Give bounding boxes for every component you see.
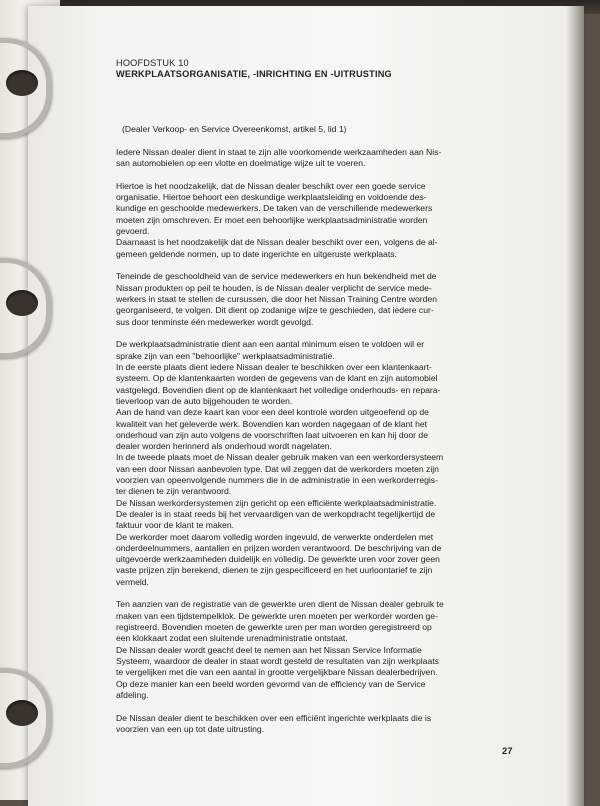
page-content (116, 58, 516, 747)
text-line: dealer worden herinnerd als onderhoud wordt nagelaten. (116, 441, 332, 452)
text-line: gevoerd. (116, 226, 150, 237)
text-line: Ten aanzien van de registratie van de gewerkte uren dient de Nissan dealer gebruik te (116, 599, 444, 610)
text-line: faktuur voor de klant te maken. (116, 520, 234, 531)
text-line: tieverloop van de auto bijgehouden te worden. (116, 395, 293, 406)
text-line: kwaliteit van het geleverde werk. Bovendien kan worden nagegaan of de klant het (116, 418, 428, 429)
text-line: De dealer is in staat reeds bij het vervaardigen van de werkopdracht tegelijkertijd de (116, 508, 436, 519)
text-line: systeem. Op de klantenkaarten worden de gegevens van de klant en zijn automobiel (116, 373, 438, 384)
text-line: Aan de hand van deze kaart kan voor een deel kontrole worden uitgeoefend op de (116, 407, 429, 418)
text-line: organisatie. Hiertoe behoort een deskundige werkplaatsleiding en voldoende des- (116, 192, 427, 203)
paragraph (116, 271, 516, 327)
text-line: onderdeelnummers, aantallen en prijzen worden verantwoord. De beschrijving van de (116, 542, 442, 553)
text-line: vermeld. (116, 576, 149, 587)
text-line: Iedere Nissan dealer dient in staat te zijn alle voorkomende werkzaamheden aan Nis- (116, 146, 442, 157)
text-line: kundige en geschoolde medewerkers. De taken van de verschillende medewerkers (116, 203, 433, 214)
text-line: Nissan produkten op peil te houden, is de Nissan dealer verplicht de service mede- (116, 282, 432, 293)
text-line: ter dienen te zijn verantwoord. (116, 486, 232, 497)
body-text (116, 147, 516, 735)
text-line: vaste prijzen zijn berekend, dienen te zijn gespecificeerd en het uurloontarief te zijn (116, 565, 433, 576)
text-line: De Nissan dealer wordt geacht deel te nemen aan het Nissan Service Informatie (116, 644, 422, 655)
page-shadow (566, 6, 584, 806)
text-line: uitgevoerde werkzaamheden duidelijk en volledig. De gewerkte uren voor zover geen (116, 554, 440, 565)
text-line: werkers in staat te stellen de cursussen, die door het Nissan Training Centre worden (116, 294, 437, 305)
text-line: In de tweede plaats moet de Nissan dealer gebruik maken van een werkordersysteem (116, 452, 444, 463)
text-line: gemeen geldende normen, up to date ingerichte en uitgeruste werkplaats. (116, 248, 397, 259)
text-line: sus door tenminste één medewerker wordt gevolgd. (116, 316, 314, 327)
text-line: voorzien van opeenvolgende nummers die in de administratie in een werkorderregis- (116, 475, 438, 486)
paragraph (116, 147, 516, 170)
text-line: afdeling. (116, 689, 149, 700)
text-line: Daarnaast is het noodzakelijk dat de Nissan dealer beschikt over een, volgens de al- (116, 237, 438, 248)
text-line: van een door Nissan aanbevolen type. Dat wil zeggen dat de werkorders moeten zijn (116, 463, 439, 474)
paragraph (116, 339, 516, 588)
text-line: voorzien van een up tot date uitrusting. (116, 723, 265, 734)
text-line: onderhoud van zijn auto volgens de voorschriften laat uitvoeren en kan hij door de (116, 429, 428, 440)
page-number: 27 (502, 746, 513, 757)
paragraph (116, 181, 516, 260)
text-line: te vergelijken met die van een aantal in grootte vergelijkbare Nissan dealerbedrijven. (116, 667, 438, 678)
text-line: georganiseerd, te volgen. Dit dient op zodanige wijze te geschieden, dat iedere cur- (116, 305, 434, 316)
paragraph (116, 713, 516, 736)
text-line: een klokkaart zodat een sluitende urenadministratie ontstaat. (116, 633, 348, 644)
text-line: Teneinde de geschooldheid van de service medewerkers en hun bekendheid met de (116, 271, 437, 282)
text-line: san automobielen op een vlotte en doelmatige wijze uit te voeren. (116, 158, 366, 169)
text-line: Op deze manier kan een beeld worden gevormd van de efficiency van de Service (116, 678, 426, 689)
chapter-title: WERKPLAATSORGANISATIE, -INRICHTING EN -UITRUSTING (116, 69, 392, 79)
paragraph (116, 599, 516, 701)
text-line: De werkplaatsadministratie dient aan een aantal minimum eisen te voldoen wil er (116, 339, 425, 350)
text-line: sprake zijn van een "behoorlijke" werkplaatsadministratie. (116, 350, 335, 361)
text-line: moeten zijn omschreven. Er moet een behoorlijke werkplaatsadministratie worden (116, 214, 428, 225)
text-line: In de eerste plaats dient iedere Nissan dealer te beschikken over een klantenkaart- (116, 362, 432, 373)
text-line: De Nissan dealer dient te beschikken over een efficiënt ingerichte werkplaats die is (116, 712, 432, 723)
chapter-label: HOOFDSTUK 10 (116, 58, 189, 68)
text-line: De werkorder moet daarom volledig worden ingevuld, de verwerkte onderdelen met (116, 531, 434, 542)
text-line: vastgelegd. Bovendien dient op de klantenkaart het volledige onderhouds- en repara- (116, 384, 441, 395)
text-line: maken van een tijdstempelklok. De gewerkte uren moeten per werkorder worden ge- (116, 610, 438, 621)
text-line: Systeem, waardoor de dealer in staat wordt gesteld de resultaten van zijn werkplaats (116, 655, 439, 666)
text-line: Hiertoe is het noodzakelijk, dat de Nissan dealer beschikt over een goede service (116, 180, 426, 191)
intro-note: (Dealer Verkoop- en Service Overeenkomst, artikel 5, lid 1) (122, 124, 347, 134)
text-line: De Nissan werkordersystemen zijn gericht op een efficiënte werkplaatsadministratie. (116, 497, 437, 508)
text-line: registreerd. Bovendien moeten de gewerkte uren per man worden geregistreerd op (116, 622, 432, 633)
